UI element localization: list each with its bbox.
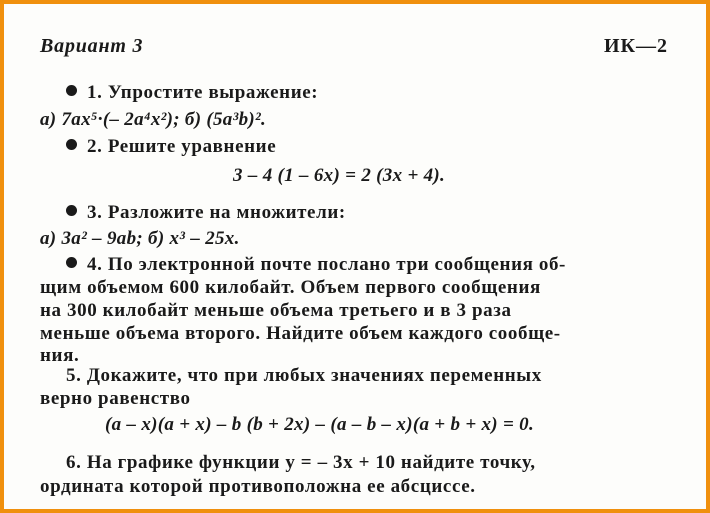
task-1-number: 1.: [87, 82, 103, 103]
bullet-icon: [66, 205, 77, 216]
task-4-text-1: По электронной почте послано три сообщения об-: [107, 254, 566, 275]
task-6-text-1: На графике функции y = – 3x + 10 найдите точку,: [86, 452, 536, 473]
task-5-line-2: верно равенство: [40, 388, 191, 409]
task-4-line-1: [66, 254, 566, 276]
task-1-title: Упростите выражение:: [107, 82, 319, 103]
task-2-heading: [66, 136, 276, 158]
bullet-icon: [66, 139, 77, 150]
bullet-icon: [66, 257, 77, 268]
task-4-line-3: на 300 килобайт меньше объема третьего и в 3 раза: [40, 300, 512, 321]
task-3-title: Разложите на множители:: [107, 202, 346, 223]
task-4-line-5: ния.: [40, 345, 80, 366]
task-6-line-1: [66, 452, 536, 474]
task-2-equation: 3 – 4 (1 – 6x) = 2 (3x + 4).: [233, 165, 446, 186]
task-4-line-2: щим объемом 600 килобайт. Объем первого сообщения: [40, 277, 541, 298]
task-3-parts: а) 3a² – 9ab; б) x³ – 25x.: [40, 228, 240, 249]
task-1-parts: а) 7ax⁵·(– 2a⁴x²); б) (5a³b)².: [40, 109, 267, 130]
task-5-text-1: Докажите, что при любых значениях переменных: [86, 365, 542, 386]
bullet-icon: [66, 85, 77, 96]
variant-title: Вариант 3: [40, 35, 144, 57]
task-6-line-2: ордината которой противоположна ее абсциссе.: [40, 476, 476, 497]
worksheet-code: ИК—2: [603, 35, 668, 57]
task-5-number: 5.: [66, 365, 82, 386]
task-2-title: Решите уравнение: [107, 136, 277, 157]
task-3-heading: [66, 202, 346, 224]
task-3-number: 3.: [87, 202, 103, 223]
task-2-number: 2.: [87, 136, 103, 157]
task-1-heading: [66, 82, 318, 104]
task-4-line-4: меньше объема второго. Найдите объем каждого сообще-: [40, 323, 561, 344]
task-6-number: 6.: [66, 452, 82, 473]
task-4-number: 4.: [87, 254, 103, 275]
task-5-line-1: [66, 365, 542, 387]
task-5-equation: (a – x)(a + x) – b (b + 2x) – (a – b – x)(a + b + x) = 0.: [105, 414, 535, 435]
